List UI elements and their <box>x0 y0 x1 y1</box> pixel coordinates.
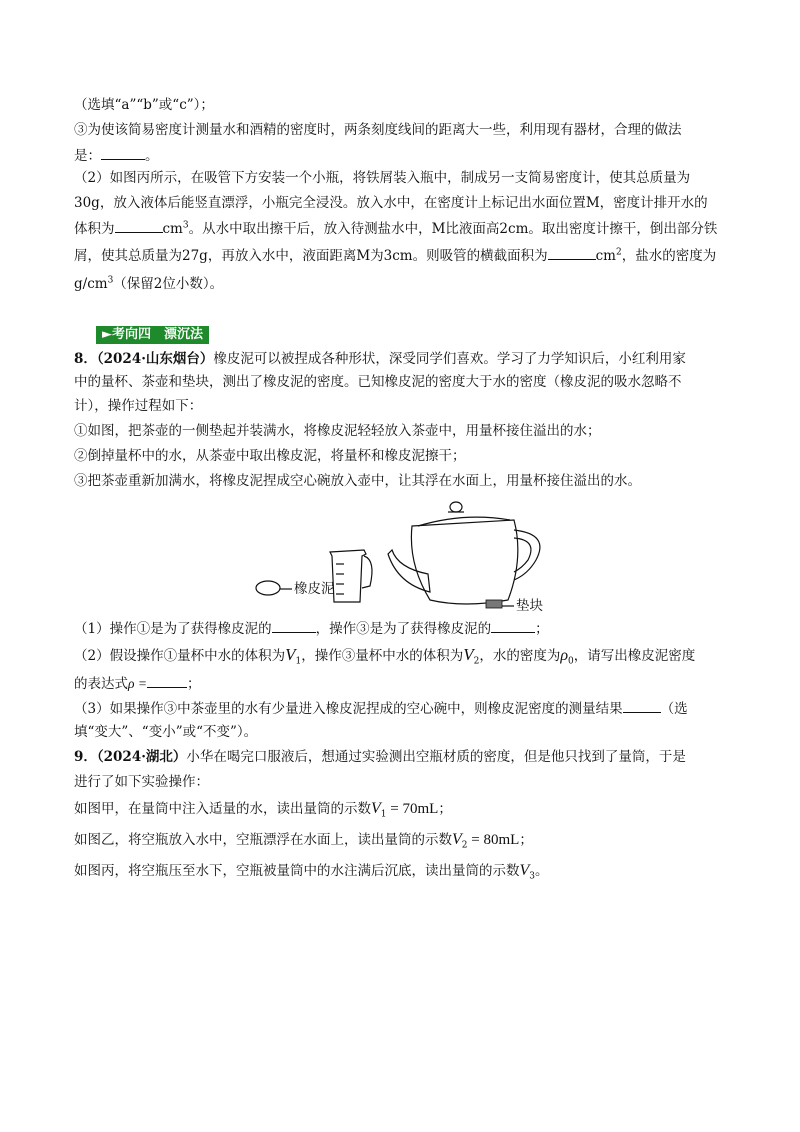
text-line: 体积为 $cm^3$。从水中取出擦干后，放入待测盐水中，M比液面高2cm。取出密度计擦干，倒出部分铁 <box>74 218 717 239</box>
text-line: （选填“a”“b”或“c”）； <box>74 97 214 113</box>
text-line: 屑，使其总质量为27g，再放入水中，液面距离M为3cm。则吸管的横截面积为 $cm^2$，盐水的密度为 <box>74 245 716 266</box>
step-line: 如图丙，将空瓶压至水下，空瓶被量筒中的水注满后沉底，读出量筒的示数$V_3$。 <box>74 862 549 882</box>
teapot-figure <box>252 496 552 614</box>
answer-blank[interactable] <box>115 218 163 233</box>
text-line: （3）如果操作③中茶壶里的水有少量进入橡皮泥捏成的空心碗中，则橡皮泥密度的测量结果 （选 <box>74 698 688 719</box>
text-line: $g/cm^3$（保留2位小数）。 <box>74 275 224 292</box>
block-shape <box>486 600 502 608</box>
question-number: 9．（2024·湖北） <box>74 749 187 765</box>
text-line: 的表达式ρ = ； <box>74 673 200 694</box>
measuring-cup <box>330 550 366 602</box>
answer-blank[interactable] <box>623 698 661 713</box>
text-line: 8．（2024·山东烟台）橡皮泥可以被捏成各种形状，深受同学们喜欢。学习了力学知识后，小红利用家 <box>74 351 686 367</box>
step-line: ①如图，把茶壶的一侧垫起并装满水，将橡皮泥轻轻放入茶壶中，用量杯接住溢出的水； <box>74 423 601 439</box>
teapot-knob <box>450 502 462 512</box>
text-line: （2）假设操作①量杯中水的体积为$V_1$，操作③量杯中水的体积为$V_2$，水的密度为$\rho_0$，请写出橡皮泥密度 <box>74 645 696 667</box>
answer-blank[interactable] <box>548 245 596 260</box>
clay-shape <box>256 581 280 595</box>
fig-label-clay: 橡皮泥 <box>294 581 335 597</box>
step-line: ③把茶壶重新加满水，将橡皮泥捏成空心碗放入壶中，让其浮在水面上，用量杯接住溢出的水。 <box>74 473 641 489</box>
step-line: 如图甲，在量筒中注入适量的水，读出量筒的示数$V_1 = 70mL$； <box>74 800 452 820</box>
step-line: ②倒掉量杯中的水，从茶壶中取出橡皮泥，将量杯和橡皮泥擦干； <box>74 448 466 464</box>
text-line: （1）操作①是为了获得橡皮泥的 ，操作③是为了获得橡皮泥的 ； <box>74 618 549 639</box>
answer-blank[interactable] <box>147 673 187 688</box>
text-line: 中的量杯、茶壶和垫块，测出了橡皮泥的密度。已知橡皮泥的密度大于水的密度（橡皮泥的吸水忽略不 <box>74 374 682 390</box>
section-tag: ►考向四 漂沉法 <box>96 326 209 344</box>
text-line: 9．（2024·湖北）小华在喝完口服液后，想通过实验测出空瓶材质的密度，但是他只找到了量筒，于是 <box>74 749 686 765</box>
fig-label-block: 垫块 <box>516 598 543 614</box>
text-line: 计），操作过程如下： <box>74 398 203 414</box>
text-line: （2）如图丙所示，在吸管下方安装一个小瓶，将铁屑装入瓶中，制成另一支简易密度计，使其总质量为 <box>74 170 691 186</box>
answer-blank[interactable] <box>491 618 535 633</box>
teapot-spout <box>388 550 430 592</box>
text-line: 填“变大”、“变小”或“不变”）。 <box>74 724 258 740</box>
text-line: ③为使该简易密度计测量水和酒精的密度时，两条刻度线间的距离大一些，利用现有器材，合理的做法 <box>74 122 682 138</box>
answer-blank[interactable] <box>101 145 145 160</box>
text-line: 30g，放入液体后能竖直漂浮，小瓶完全浸没。放入水中，在密度计上标记出水面位置M，密度计排开水的 <box>74 195 708 211</box>
step-line: 如图乙，将空瓶放入水中，空瓶漂浮在水面上，读出量筒的示数$V_2 = 80mL$； <box>74 831 533 851</box>
text-line: 是： 。 <box>74 145 159 166</box>
text-line: 进行了如下实验操作： <box>74 774 209 790</box>
question-number: 8．（2024·山东烟台） <box>74 351 214 367</box>
answer-blank[interactable] <box>272 618 316 633</box>
